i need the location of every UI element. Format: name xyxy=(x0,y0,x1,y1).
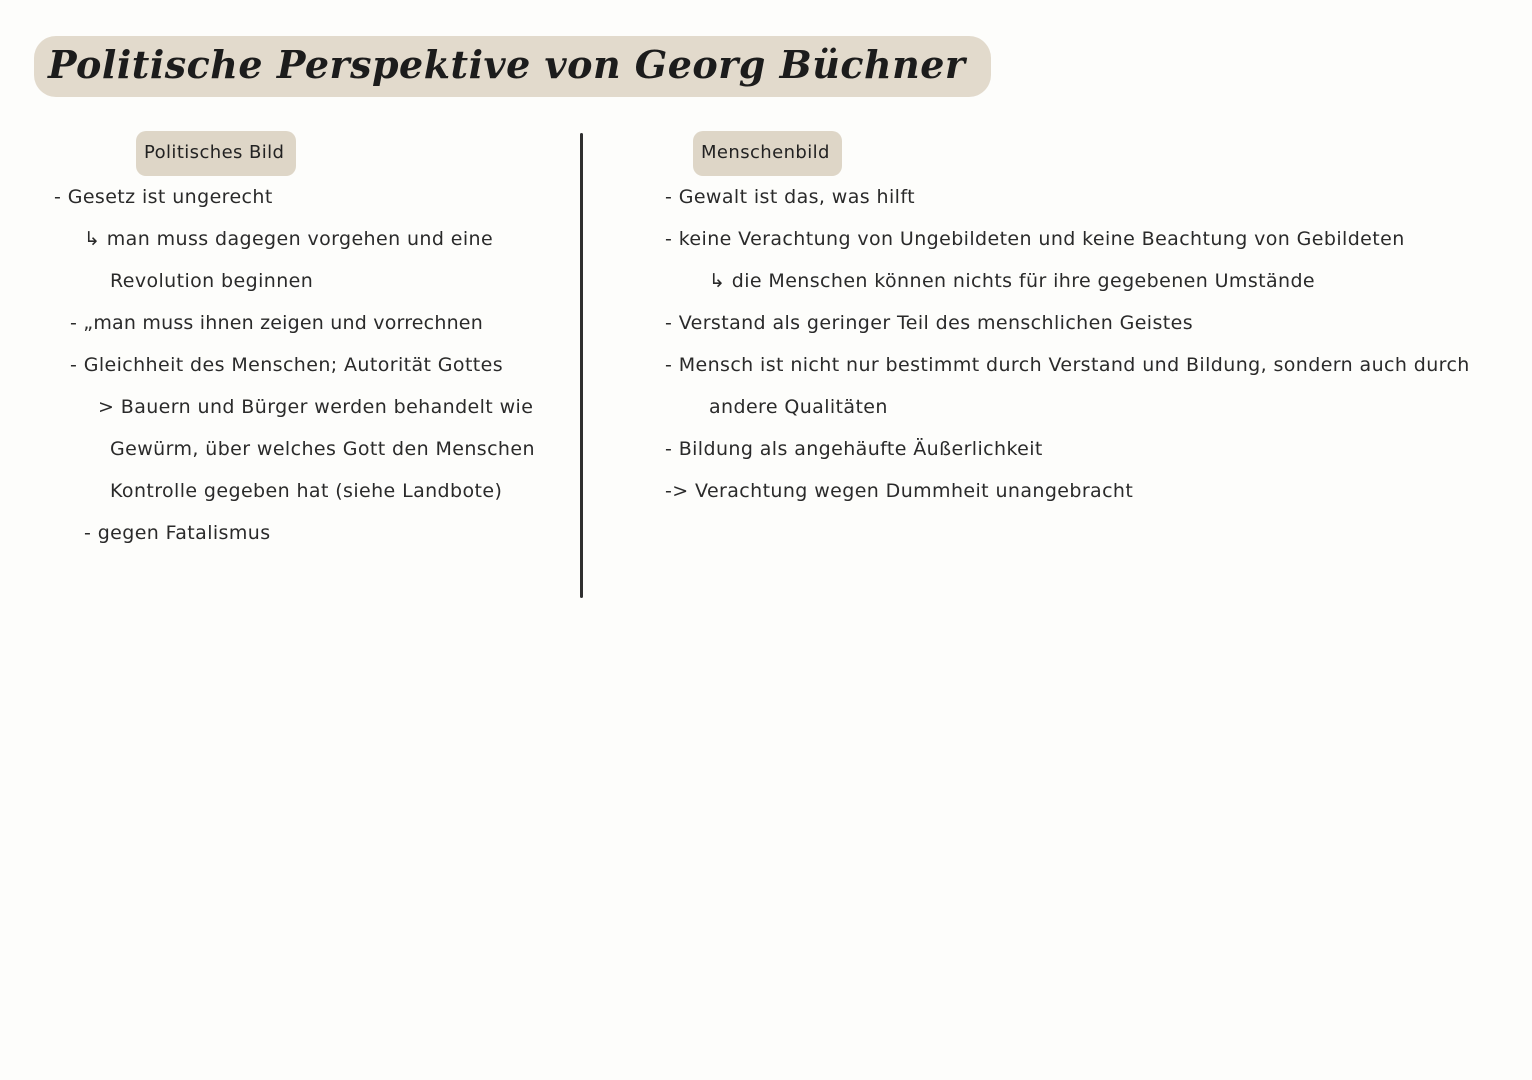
note-line: ↳ man muss dagegen vorgehen und eine xyxy=(84,228,494,250)
note-line: > Bauern und Bürger werden behandelt wie xyxy=(98,396,534,418)
note-line: - Verstand als geringer Teil des menschlichen Geistes xyxy=(665,312,1194,334)
note-line: Revolution beginnen xyxy=(110,270,314,292)
note-line: - Mensch ist nicht nur bestimmt durch Verstand und Bildung, sondern auch durch xyxy=(665,354,1470,376)
column-heading-politisches-bild: Politisches Bild xyxy=(136,131,296,176)
note-line: Gewürm, über welches Gott den Menschen xyxy=(110,438,535,460)
note-line: ↳ die Menschen können nichts für ihre gegebenen Umstände xyxy=(709,270,1316,292)
notes-columns xyxy=(34,131,1532,598)
note-line: - gegen Fatalismus xyxy=(84,522,271,544)
page-title-wrap xyxy=(34,36,991,97)
note-line: - keine Verachtung von Ungebildeten und keine Beachtung von Gebildeten xyxy=(665,228,1405,250)
column-heading-wrap xyxy=(54,131,580,176)
note-line: - Bildung als angehäufte Äußerlichkeit xyxy=(665,438,1043,460)
column-politisches-bild xyxy=(34,131,580,598)
column-heading-menschenbild: Menschenbild xyxy=(693,131,842,176)
column-heading-wrap xyxy=(665,131,1502,176)
note-line: andere Qualitäten xyxy=(709,396,888,418)
note-line: -> Verachtung wegen Dummheit unangebracht xyxy=(665,480,1134,502)
note-line: Kontrolle gegeben hat (siehe Landbote) xyxy=(110,480,503,502)
column-menschenbild xyxy=(583,131,1532,598)
note-line: - Gleichheit des Menschen; Autorität Gottes xyxy=(70,354,504,376)
page-title: Politische Perspektive von Georg Büchner xyxy=(34,36,991,97)
note-line: - „man muss ihnen zeigen und vorrechnen xyxy=(70,312,483,334)
note-line: - Gewalt ist das, was hilft xyxy=(665,186,915,208)
note-line: - Gesetz ist ungerecht xyxy=(54,186,273,208)
